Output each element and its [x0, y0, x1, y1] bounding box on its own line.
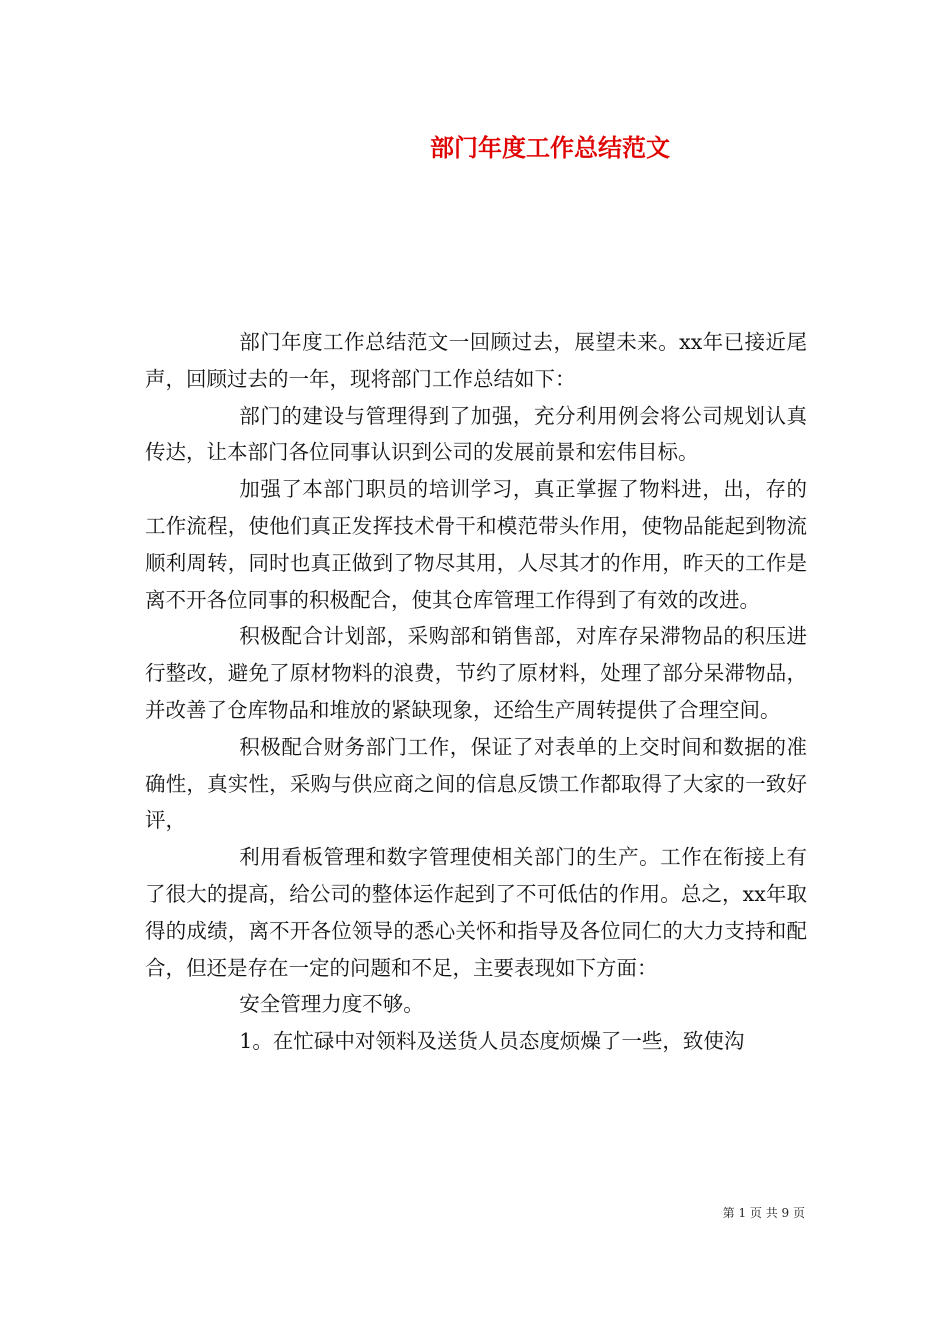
paragraph: 积极配合财务部门工作，保证了对表单的上交时间和数据的准确性，真实性，采购与供应商之间的信息反馈工作都取得了大家的一致好评，	[145, 734, 807, 833]
paragraph: 加强了本部门职员的培训学习，真正掌握了物料进，出，存的工作流程，使他们真正发挥技术骨干和模范带头作用，使物品能起到物流顺利周转，同时也真正做到了物尽其用，人尽其才的作用，昨天的工作是离不开各位同事的积极配合，使其仓库管理工作得到了有效的改进。	[145, 477, 807, 612]
paragraph: 1。在忙碌中对领料及送货人员态度烦燥了一些，致使沟	[239, 1029, 745, 1054]
paragraph: 安全管理力度不够。	[239, 992, 424, 1017]
paragraph: 部门年度工作总结范文一回顾过去，展望未来。xx年已接近尾声，回顾过去的一年，现将部门工作总结如下：	[145, 330, 807, 391]
document-body	[145, 324, 807, 1060]
page-number-footer: 第 1 页 共 9 页	[722, 1206, 805, 1220]
paragraph: 积极配合计划部，采购部和销售部，对库存呆滞物品的积压进行整改，避免了原材物料的浪费，节约了原材料，处理了部分呆滞物品，并改善了仓库物品和堆放的紧缺现象，还给生产周转提供了合理空间。	[145, 624, 807, 722]
paragraph: 利用看板管理和数字管理使相关部门的生产。工作在衔接上有了很大的提高，给公司的整体运作起到了不可低估的作用。总之，xx年取得的成绩，离不开各位领导的悉心关怀和指导及各位同仁的大力支持和配合，但还是存在一定的问题和不足，主要表现如下方面：	[145, 845, 807, 980]
document-title: 部门年度工作总结范文	[430, 134, 670, 162]
paragraph: 部门的建设与管理得到了加强，充分利用例会将公司规划认真传达，让本部门各位同事认识到公司的发展前景和宏伟目标。	[145, 403, 807, 465]
